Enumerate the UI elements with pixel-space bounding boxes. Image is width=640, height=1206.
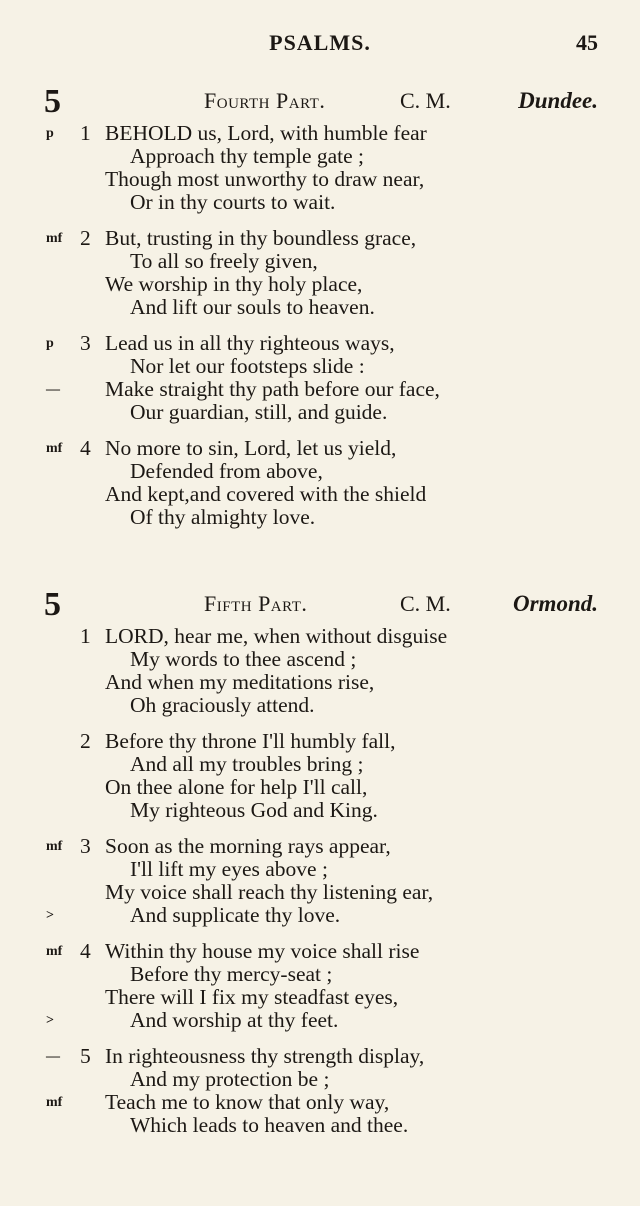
- verse-line: [0, 694, 640, 717]
- verse-line: [0, 145, 640, 168]
- verse-line: [0, 506, 640, 529]
- stanza-number: 2: [80, 729, 91, 753]
- verse-text: Soon as the morning rays appear,: [105, 834, 391, 858]
- verse-text: Make straight thy path before our face,: [105, 377, 440, 401]
- line-mark: >: [46, 908, 54, 923]
- verse-line: [0, 671, 640, 694]
- verse-text: I'll lift my eyes above ;: [130, 857, 328, 881]
- stanza-number: 4: [80, 436, 91, 460]
- dynamic-mark: mf: [46, 441, 63, 456]
- verse-line: [0, 963, 640, 986]
- verse-text: Nor let our footsteps slide :: [130, 354, 365, 378]
- verse-line: [0, 378, 640, 401]
- verse-text: And all my troubles bring ;: [130, 752, 364, 776]
- stanza: [0, 122, 640, 214]
- stanza: [0, 835, 640, 927]
- verse-line: [0, 1114, 640, 1137]
- tune-name: Ormond.: [513, 591, 598, 616]
- verse-text: My words to thee ascend ;: [130, 647, 357, 671]
- verse-text: Oh graciously attend.: [130, 693, 315, 717]
- stanza: [0, 332, 640, 424]
- verse-line: [0, 296, 640, 319]
- verse-line: [0, 1009, 640, 1032]
- verse-text: On thee alone for help I'll call,: [105, 775, 368, 799]
- verse-text: Lead us in all thy righteous ways,: [105, 331, 395, 355]
- verse-line: [0, 881, 640, 904]
- stanza-number: 4: [80, 939, 91, 963]
- verse-line: [0, 483, 640, 506]
- line-mark: —: [46, 382, 60, 397]
- dynamic-mark: p: [46, 126, 54, 141]
- dynamic-mark: mf: [46, 839, 63, 854]
- verse-text: There will I fix my steadfast eyes,: [105, 985, 399, 1009]
- running-title: PSALMS.: [269, 30, 371, 55]
- verse-line: [0, 776, 640, 799]
- verse-text: And worship at thy feet.: [130, 1008, 339, 1032]
- page-number: 45: [576, 30, 598, 55]
- dynamic-mark: mf: [46, 231, 63, 246]
- verse-line: [0, 1045, 640, 1068]
- line-mark: mf: [46, 1095, 63, 1110]
- verse-text: Teach me to know that only way,: [105, 1090, 390, 1114]
- verse-text: And lift our souls to heaven.: [130, 295, 375, 319]
- verse-line: [0, 191, 640, 214]
- verse-text: Of thy almighty love.: [130, 505, 316, 529]
- verse-line: [0, 401, 640, 424]
- verse-line: [0, 122, 640, 145]
- stanza: [0, 625, 640, 717]
- verse-text: No more to sin, Lord, let us yield,: [105, 436, 397, 460]
- verse-text: In righteousness thy strength display,: [105, 1044, 425, 1068]
- part-title: Fourth Part.: [204, 88, 326, 113]
- verse-line: [0, 799, 640, 822]
- meter-label: C. M.: [400, 88, 451, 113]
- psalm-number: 5: [44, 83, 61, 120]
- stanza: [0, 1045, 640, 1137]
- verse-text: Or in thy courts to wait.: [130, 190, 336, 214]
- verse-line: [0, 273, 640, 296]
- verse-text: LORD, hear me, when without disguise: [105, 624, 448, 648]
- verse-line: [0, 858, 640, 881]
- verse-line: [0, 940, 640, 963]
- verse-line: [0, 437, 640, 460]
- verse-text: But, trusting in thy boundless grace,: [105, 226, 417, 250]
- verse-text: Before thy throne I'll humbly fall,: [105, 729, 396, 753]
- stanza-number: 5: [80, 1044, 91, 1068]
- line-mark: >: [46, 1013, 54, 1028]
- tune-name: Dundee.: [518, 88, 598, 113]
- verse-line: [0, 1068, 640, 1091]
- verse-line: [0, 460, 640, 483]
- verse-line: [0, 753, 640, 776]
- stanza: [0, 437, 640, 529]
- stanza: [0, 227, 640, 319]
- verse-line: [0, 227, 640, 250]
- page-header: [0, 30, 640, 60]
- verse-line: [0, 835, 640, 858]
- verse-line: [0, 648, 640, 671]
- verse-text: My voice shall reach thy listening ear,: [105, 880, 434, 904]
- stanza-number: 1: [80, 624, 91, 648]
- stanza-number: 1: [80, 121, 91, 145]
- verse-text: Our guardian, still, and guide.: [130, 400, 388, 424]
- psalm-section: [0, 82, 640, 542]
- meter-label: C. M.: [400, 591, 451, 616]
- dynamic-mark: mf: [46, 944, 63, 959]
- dynamic-mark: —: [46, 1049, 60, 1064]
- verse-text: To all so freely given,: [130, 249, 318, 273]
- part-title: Fifth Part.: [204, 591, 308, 616]
- verse-text: BEHOLD us, Lord, with humble fear: [105, 121, 427, 145]
- psalm-section: [0, 585, 640, 1150]
- verse-text: And kept,and covered with the shield: [105, 482, 427, 506]
- stanza: [0, 730, 640, 822]
- verse-text: Before thy mercy-seat ;: [130, 962, 333, 986]
- verse-line: [0, 332, 640, 355]
- verse-text: And my protection be ;: [130, 1067, 330, 1091]
- stanza: [0, 940, 640, 1032]
- stanza-number: 2: [80, 226, 91, 250]
- verse-text: Within thy house my voice shall rise: [105, 939, 420, 963]
- psalm-heading: [0, 82, 640, 122]
- verse-text: Which leads to heaven and thee.: [130, 1113, 409, 1137]
- verse-line: [0, 904, 640, 927]
- verse-line: [0, 355, 640, 378]
- verse-line: [0, 1091, 640, 1114]
- verse-text: And supplicate thy love.: [130, 903, 341, 927]
- verse-line: [0, 168, 640, 191]
- stanza-number: 3: [80, 834, 91, 858]
- verse-line: [0, 986, 640, 1009]
- stanza-number: 3: [80, 331, 91, 355]
- verse-text: Though most unworthy to draw near,: [105, 167, 425, 191]
- psalm-heading: [0, 585, 640, 625]
- verse-line: [0, 250, 640, 273]
- verse-text: We worship in thy holy place,: [105, 272, 363, 296]
- verse-line: [0, 625, 640, 648]
- verse-text: And when my meditations rise,: [105, 670, 375, 694]
- verse-text: Approach thy temple gate ;: [130, 144, 365, 168]
- psalm-number: 5: [44, 586, 61, 623]
- verse-text: My righteous God and King.: [130, 798, 378, 822]
- verse-line: [0, 730, 640, 753]
- verse-text: Defended from above,: [130, 459, 323, 483]
- dynamic-mark: p: [46, 336, 54, 351]
